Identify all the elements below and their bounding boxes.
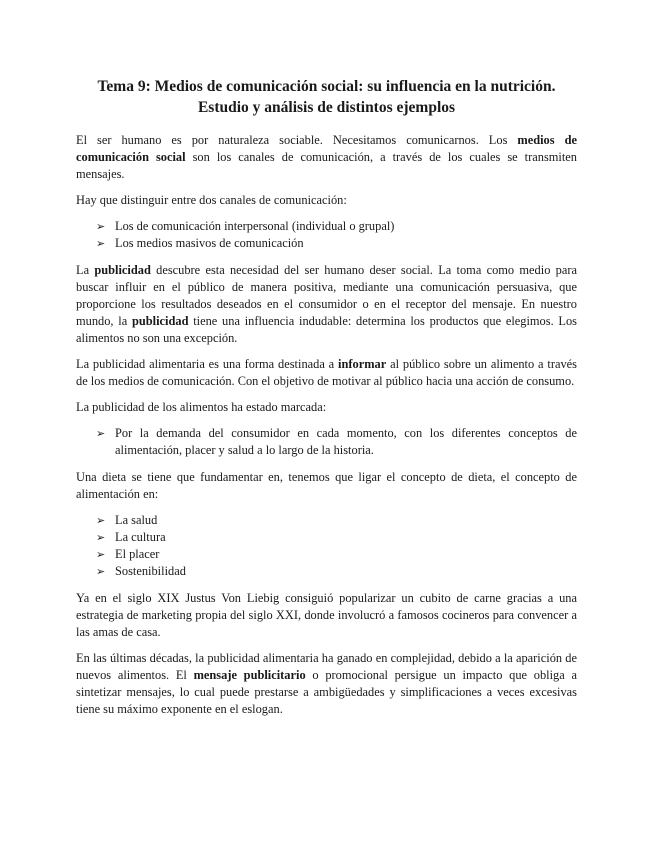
text-run: En las últimas décadas, la publicidad alimentaria ha ganado en complejidad, debido a la aparición de nuevos alimentos. El [76, 651, 577, 682]
list-item-text: La salud [115, 513, 158, 527]
text-run: al público sobre un alimento a través de los medios de comunicación. Con el objetivo de motivar al público hacia una acción de consumo. [76, 357, 577, 388]
list-item-text: Por la demanda del consumidor en cada momento, con los diferentes conceptos de alimentación, placer y salud a lo largo de la historia. [115, 426, 577, 457]
arrow-bullet-icon: ➢ [96, 565, 106, 578]
text-run: El ser humano es por naturaleza sociable. Necesitamos comunicarnos. Los [76, 133, 518, 147]
list-item [96, 425, 577, 459]
list-item-text: El placer [115, 547, 160, 561]
bold-term: publicidad [94, 263, 151, 277]
list-canales [76, 218, 577, 252]
title-line-1: Tema 9: Medios de comunicación social: su influencia en la nutrición. [97, 78, 556, 95]
text-run: o promocional persigue un impacto que obliga a sintetizar mensajes, lo cual puede prestarse a ambigüedades y simplificaciones a veces excesivas tiene su máximo exponente en el eslogan. [76, 668, 577, 716]
list-item [96, 546, 577, 563]
bold-term: publicidad [131, 314, 189, 328]
paragraph-alimentaria [76, 356, 577, 390]
text-run: son los canales de comunicación, a través de los cuales se transmiten mensajes. [76, 150, 577, 181]
paragraph-dieta: Una dieta se tiene que fundamentar en, tenemos que ligar el concepto de dieta, el concepto de alimentación en: [76, 470, 577, 501]
arrow-bullet-icon: ➢ [96, 531, 106, 544]
list-item [96, 235, 577, 252]
paragraph-medios [76, 132, 577, 183]
bold-term: medios de comunicación social [76, 133, 577, 164]
arrow-bullet-icon: ➢ [96, 514, 106, 527]
list-item [96, 563, 577, 580]
list-marcada [76, 425, 577, 459]
paragraph-marcada: La publicidad de los alimentos ha estado marcada: [76, 400, 327, 414]
title-line-2: Estudio y análisis de distintos ejemplos [197, 99, 456, 116]
text-run: La [76, 263, 95, 277]
list-item-text: Sostenibilidad [115, 564, 186, 578]
list-item-text: La cultura [115, 530, 166, 544]
list-item [96, 529, 577, 546]
arrow-bullet-icon: ➢ [96, 548, 106, 561]
arrow-bullet-icon: ➢ [96, 427, 106, 440]
arrow-bullet-icon: ➢ [96, 237, 106, 250]
list-item-text: Los medios masivos de comunicación [115, 236, 304, 250]
list-dieta [76, 512, 577, 580]
paragraph-ultimas-decadas [76, 650, 577, 718]
document-page [76, 76, 577, 727]
text-run: La publicidad alimentaria es una forma destinada a [76, 357, 339, 371]
arrow-bullet-icon: ➢ [96, 220, 106, 233]
bold-term: informar [338, 357, 387, 371]
text-run: descubre esta necesidad del ser humano deser social. La toma como medio para buscar influir en el público de manera positiva, mediante una comunicación persuasiva, que proporcione los resultados deseados en el consumidor o en el receptor del mensaje. En nuestro mundo, la [76, 263, 577, 328]
list-item [96, 512, 577, 529]
document-title [76, 76, 577, 118]
paragraph-canales: Hay que distinguir entre dos canales de comunicación: [76, 193, 347, 207]
paragraph-liebig: Ya en el siglo XIX Justus Von Liebig consiguió popularizar un cubito de carne gracias a una estrategia de marketing propia del siglo XXI, donde involucró a famosos cocineros para convencer a las amas de casa. [76, 591, 577, 639]
list-item [96, 218, 577, 235]
text-run: tiene una influencia indudable: determina los productos que elegimos. Los alimentos no son una excepción. [76, 314, 578, 345]
bold-term: mensaje publicitario [193, 668, 306, 682]
paragraph-publicidad [76, 262, 577, 347]
list-item-text: Los de comunicación interpersonal (individual o grupal) [115, 219, 395, 233]
